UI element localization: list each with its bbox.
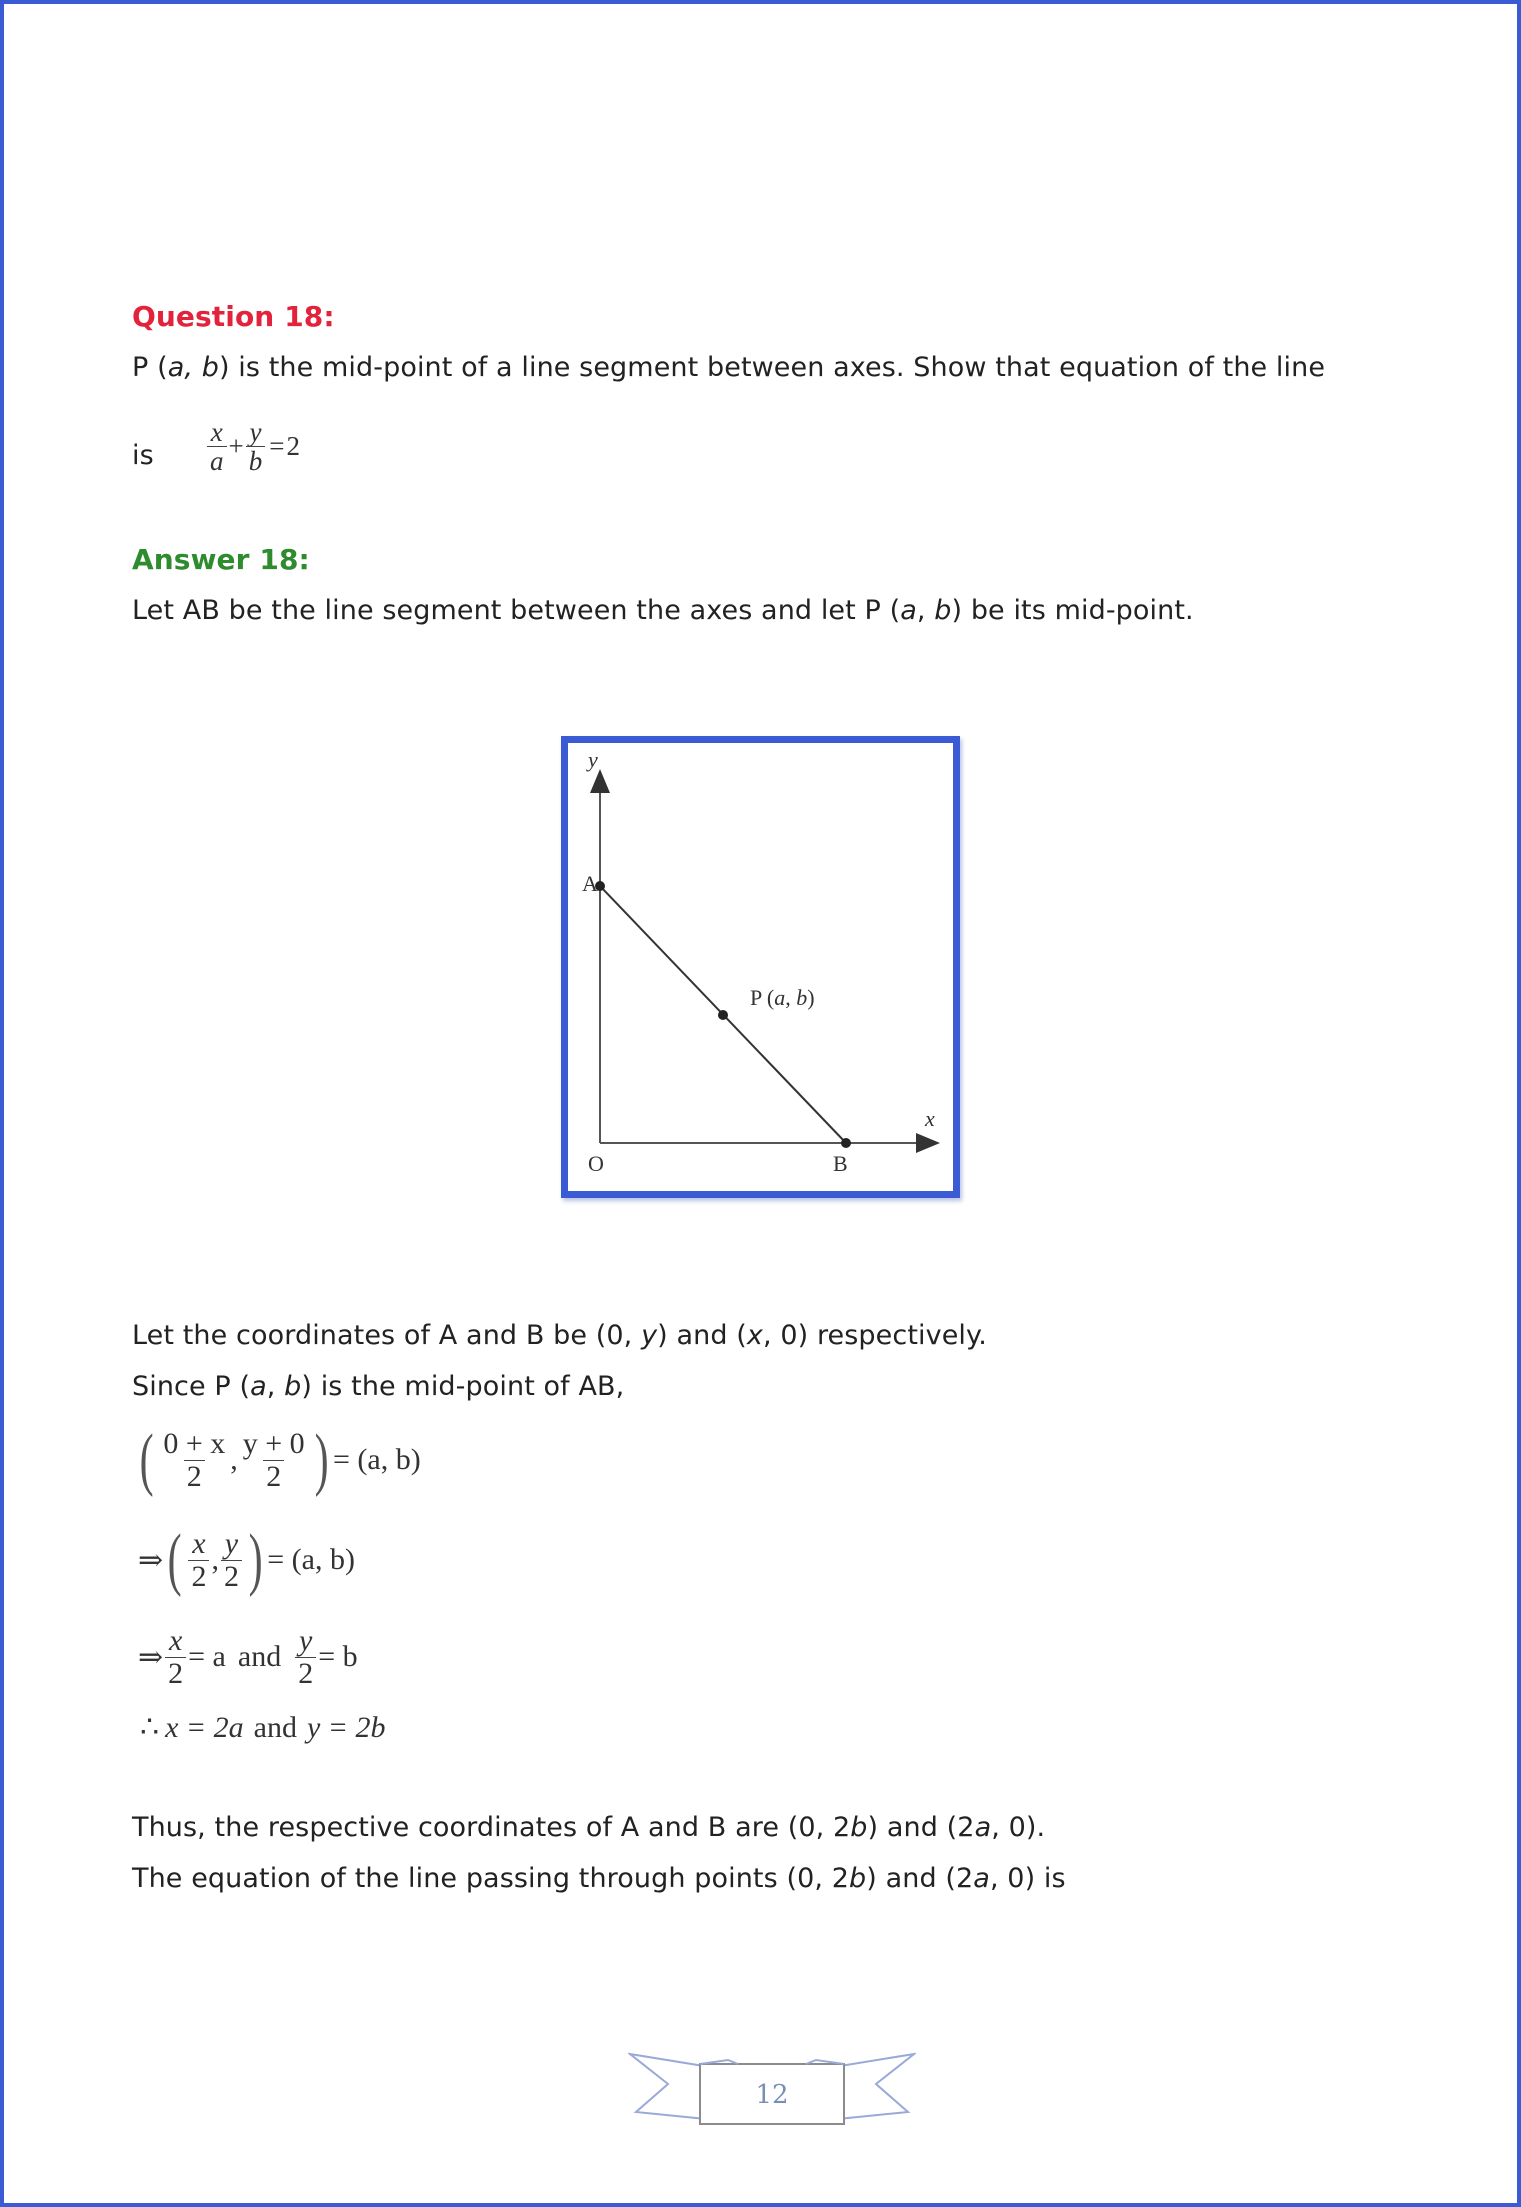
question-heading: Question 18: — [132, 300, 335, 333]
var-a: a, — [167, 352, 194, 383]
step2-simplified: ⇒ ( $\frac{x}{2}$ , $\frac{y}{2}$ ) = (a, b) — [138, 1521, 355, 1598]
label-origin: O — [588, 1151, 604, 1176]
answer-heading: Answer 18: — [132, 543, 310, 576]
point-p — [718, 1010, 728, 1020]
diagram-figure — [561, 736, 960, 1198]
fraction-y-over-b: $\frac{y}{b}$ — [246, 418, 266, 476]
step3-equations: ⇒ $\frac{x}{2}$ = a and $\frac{y}{2}$ = b — [138, 1624, 358, 1690]
answer-intro: Let AB be the line segment between the axes and let P (a, b) be its mid-point. — [132, 595, 1194, 626]
fraction-x-over-a: $\frac{x}{a}$ — [207, 418, 227, 476]
label-b: B — [833, 1151, 848, 1176]
coordinates-result-line: Thus, the respective coordinates of A and B are (0, 2b) and (2a, 0). — [132, 1812, 1046, 1843]
coordinates-line: Let the coordinates of A and B be (0, y) and (x, 0) respectively. — [132, 1320, 987, 1351]
statement-text: ) is the mid-point of a line segment between axes. Show that equation of the line — [218, 352, 1326, 383]
is-label: is — [132, 440, 154, 471]
label-p: P (a, b) — [750, 985, 815, 1010]
equation-intro-line: The equation of the line passing through points (0, 2b) and (2a, 0) is — [132, 1863, 1066, 1894]
page-number-banner — [628, 2050, 916, 2132]
statement-text: P ( — [132, 352, 168, 383]
point-b — [841, 1138, 851, 1148]
step1-midpoint-formula: ( $\frac{0 + x}{2}$ , $\frac{y + 0}{2}$ ) = (a, b) — [139, 1421, 421, 1498]
y-axis-label: y — [588, 747, 598, 772]
x-axis-label: x — [925, 1106, 935, 1131]
midpoint-line: Since P (a, b) is the mid-point of AB, — [132, 1371, 625, 1402]
target-equation: $\frac{x}{a}$ + $\frac{y}{b}$ = 2 — [205, 418, 300, 476]
page-number: 12 — [755, 2080, 789, 2110]
step4-result: ∴ x = 2a and y = 2b — [140, 1710, 386, 1744]
label-a: A — [582, 871, 598, 896]
var-b: b — [193, 352, 219, 383]
question-statement — [132, 352, 1325, 383]
line-segment-diagram — [568, 743, 953, 1191]
